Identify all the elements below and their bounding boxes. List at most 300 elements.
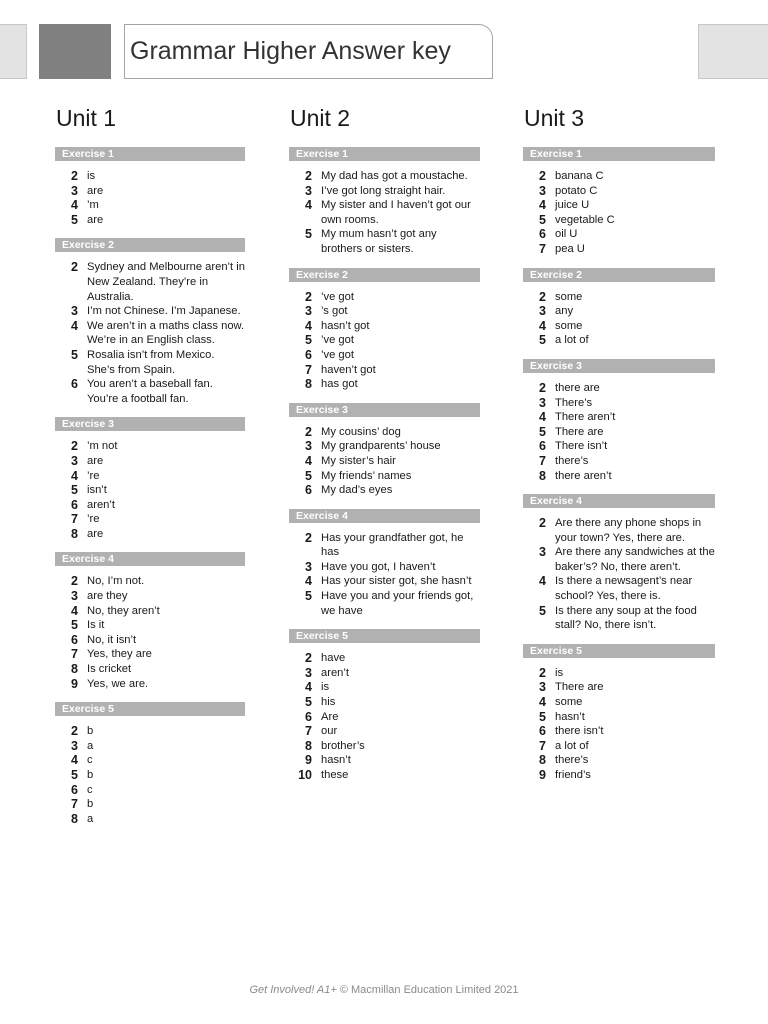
answer-number: 2 [305, 530, 312, 545]
answer-text: Yes, they are [87, 648, 152, 661]
answer-text: are [87, 527, 104, 540]
answer-text: ’ve got [321, 290, 354, 303]
answer-text: You aren’t a baseball fan. You’re a football fan. [87, 378, 213, 405]
answer-number: 8 [539, 468, 546, 483]
answer-item [523, 304, 715, 319]
answer-item [289, 363, 480, 378]
answer-item [289, 304, 480, 319]
answer-text: these [321, 769, 349, 781]
exercise-label: Exercise 3 [55, 417, 245, 431]
answer-item [289, 651, 480, 666]
answer-item [289, 333, 480, 348]
answer-text: haven’t got [321, 363, 376, 376]
answer-number: 4 [539, 410, 546, 425]
answer-number: 3 [305, 559, 312, 574]
answer-text: Is there a newsagent’s near school? Yes, there is. [555, 575, 693, 603]
answer-item [55, 512, 245, 527]
answer-text: Has your grandfather got, he has [321, 531, 464, 559]
answer-item [55, 304, 245, 319]
exercise-label: Exercise 1 [523, 147, 715, 161]
answer-text: My friends’ names [321, 469, 412, 482]
unit-heading: Unit 3 [524, 105, 585, 131]
unit-heading: Unit 2 [290, 105, 351, 131]
answer-number: 9 [539, 768, 546, 782]
answer-text: My sister and I haven’t got our own rooms. [321, 199, 471, 226]
answer-text: a lot of [555, 334, 589, 347]
answer-item [55, 677, 245, 692]
answer-item [523, 516, 715, 545]
answer-number: 3 [305, 439, 312, 454]
answer-item [523, 184, 715, 199]
answer-number: 5 [305, 227, 312, 242]
answer-text: No, I’m not. [87, 575, 145, 588]
answer-text: Rosalia isn’t from Mexico. She’s from Spain. [87, 348, 215, 376]
answer-item [55, 618, 245, 633]
answer-item [523, 666, 715, 681]
answer-number: 2 [305, 289, 312, 304]
exercise-section [289, 147, 480, 257]
exercise-section [55, 238, 245, 406]
answer-item [289, 531, 480, 560]
exercise-label: Exercise 5 [523, 644, 715, 658]
answer-item [289, 439, 480, 454]
answer-number: 8 [71, 662, 78, 677]
answer-item [523, 454, 715, 469]
answer-item [523, 242, 715, 257]
answer-number: 5 [71, 483, 78, 498]
answer-text: Is cricket [87, 663, 132, 676]
answer-number: 5 [539, 212, 546, 227]
answer-text: there’s [555, 754, 589, 767]
answer-number: 6 [539, 227, 546, 242]
answer-item [55, 483, 245, 498]
answer-text: There aren’t [555, 411, 616, 424]
answer-number: 7 [539, 738, 546, 753]
answer-number: 4 [71, 318, 78, 333]
answer-text: hasn’t [321, 754, 351, 767]
answer-number: 4 [305, 680, 312, 695]
answer-item [523, 768, 715, 783]
answer-text: aren’t [87, 498, 115, 511]
answer-number: 2 [71, 574, 78, 589]
exercise-section [289, 509, 480, 619]
answer-item [523, 227, 715, 242]
answer-item [55, 439, 245, 454]
answer-text: My mum hasn’t got any brothers or sisters. [321, 228, 437, 255]
answer-text: Has your sister got, she hasn’t [321, 575, 472, 588]
answer-item [523, 290, 715, 305]
answer-text: There are [555, 425, 604, 438]
exercise-label: Exercise 2 [289, 268, 480, 282]
exercise-label: Exercise 4 [523, 494, 715, 508]
answer-item [55, 589, 245, 604]
answer-item [55, 348, 245, 377]
answer-text: some [555, 696, 583, 709]
answer-text: is [555, 666, 564, 679]
answer-number: 5 [71, 768, 78, 782]
answer-text: ’s got [321, 305, 348, 318]
answer-number: 3 [305, 304, 312, 319]
answer-text: is [87, 170, 96, 182]
answer-item [289, 589, 480, 618]
exercise-section [523, 147, 715, 257]
answer-text: there’s [555, 454, 589, 467]
answer-item [289, 710, 480, 725]
answer-number: 4 [71, 198, 78, 213]
answer-number: 6 [71, 497, 78, 512]
answer-number: 3 [71, 589, 78, 604]
answer-item [523, 396, 715, 411]
answer-item [289, 666, 480, 681]
answer-item [523, 381, 715, 396]
answer-text: potato C [555, 184, 598, 197]
answer-item [55, 812, 245, 827]
answer-number: 2 [305, 169, 312, 183]
answer-number: 4 [305, 453, 312, 468]
answer-item [289, 319, 480, 334]
answer-text: There isn’t [555, 440, 608, 453]
answer-text: My dad’s eyes [321, 484, 393, 497]
answer-text: are [87, 213, 104, 226]
answer-text: Are there any phone shops in your town? Yes, there are. [555, 517, 702, 544]
answer-text: Sydney and Melbourne aren’t in New Zealand. They’re in Australia. [87, 261, 245, 303]
answer-number: 6 [305, 709, 312, 724]
answer-item [289, 724, 480, 739]
exercise-section [523, 268, 715, 348]
answer-number: 3 [539, 304, 546, 319]
exercise-label: Exercise 1 [289, 147, 480, 161]
answer-text: there are [555, 381, 600, 394]
answer-text: ’ve got [321, 348, 354, 361]
answer-text: has got [321, 378, 358, 391]
answer-item [55, 768, 245, 783]
answer-item [289, 198, 480, 227]
answer-number: 5 [71, 347, 78, 362]
left-edge-tab [0, 24, 27, 79]
answer-number: 2 [539, 169, 546, 183]
answer-number: 6 [71, 782, 78, 797]
exercise-section [55, 147, 245, 227]
answer-number: 8 [71, 526, 78, 541]
answer-item [289, 348, 480, 363]
answer-text: c [87, 783, 93, 796]
answer-item [55, 647, 245, 662]
answer-item [289, 768, 480, 783]
answer-text: a [87, 812, 94, 825]
answer-number: 2 [71, 724, 78, 739]
exercise-section [523, 644, 715, 783]
answer-text: are they [87, 590, 128, 603]
answer-text: a [87, 739, 94, 752]
exercise-section [523, 494, 715, 633]
unit-column [289, 104, 480, 794]
answer-text: there isn’t [555, 725, 604, 738]
answer-text: any [555, 305, 574, 318]
answer-item [55, 739, 245, 754]
answer-number: 4 [539, 574, 546, 589]
answer-number: 5 [539, 709, 546, 724]
answer-item [55, 574, 245, 589]
answer-item [289, 469, 480, 484]
answer-number: 4 [539, 318, 546, 333]
answer-text: pea U [555, 242, 585, 255]
answer-text: juice U [555, 199, 590, 212]
answer-text: I’ve got long straight hair. [321, 184, 446, 197]
answer-text: b [87, 798, 94, 811]
answer-text: ’ve got [321, 334, 354, 347]
answer-number: 7 [539, 453, 546, 468]
answer-text: some [555, 290, 583, 303]
answer-item [55, 454, 245, 469]
exercise-section [55, 552, 245, 691]
answer-text: There are [555, 681, 604, 694]
exercise-section [55, 417, 245, 541]
answer-number: 3 [539, 395, 546, 410]
answer-number: 2 [539, 665, 546, 680]
answer-number: 7 [305, 724, 312, 739]
right-edge-tab [698, 24, 768, 79]
answer-number: 4 [539, 695, 546, 710]
answer-number: 8 [305, 377, 312, 392]
answer-number: 6 [71, 377, 78, 392]
answer-item [55, 633, 245, 648]
answer-text: No, it isn’t [87, 633, 137, 646]
answer-item [289, 227, 480, 256]
answer-item [523, 169, 715, 184]
exercise-label: Exercise 3 [523, 359, 715, 373]
answer-item [55, 319, 245, 348]
answer-item [289, 290, 480, 305]
page-title: Grammar Higher Answer key [130, 37, 451, 65]
exercise-label: Exercise 5 [289, 629, 480, 643]
answer-item [289, 680, 480, 695]
answer-number: 8 [305, 738, 312, 753]
answer-item [55, 527, 245, 542]
answer-number: 4 [305, 198, 312, 213]
answer-text: Have you got, I haven’t [321, 560, 436, 573]
answer-number: 2 [539, 516, 546, 531]
answer-text: b [87, 769, 94, 781]
answer-number: 3 [539, 183, 546, 198]
answer-text: some [555, 319, 583, 332]
exercise-label: Exercise 4 [289, 509, 480, 523]
answer-text: are [87, 184, 104, 197]
answer-number: 4 [71, 603, 78, 618]
answer-text: There’s [555, 396, 593, 409]
answer-text: No, they aren’t [87, 604, 160, 617]
answer-number: 5 [305, 468, 312, 483]
answer-item [55, 198, 245, 213]
answer-text: friend’s [555, 769, 591, 781]
answer-text: have [321, 652, 346, 665]
answer-number: 9 [305, 753, 312, 768]
answer-number: 10 [298, 768, 312, 782]
answer-item [289, 454, 480, 469]
answer-number: 4 [305, 574, 312, 589]
answer-number: 3 [305, 183, 312, 198]
answer-item [523, 574, 715, 603]
unit-column [523, 104, 715, 794]
answer-number: 2 [71, 260, 78, 275]
answer-item [523, 753, 715, 768]
exercise-section [523, 359, 715, 483]
answer-number: 6 [305, 347, 312, 362]
answer-item [289, 184, 480, 199]
answer-item [55, 604, 245, 619]
title-frame-left-edge [124, 24, 125, 79]
answer-text: We aren’t in a maths class now. We’re in an English class. [87, 319, 245, 347]
answer-text: aren’t [321, 666, 349, 679]
answer-text: vegetable C [555, 213, 615, 226]
answer-item [523, 333, 715, 348]
answer-number: 5 [71, 212, 78, 227]
unit-column [55, 104, 245, 837]
footer-book-title: Get Involved! A1+ [249, 984, 337, 996]
answer-number: 7 [305, 362, 312, 377]
answer-item [523, 198, 715, 213]
exercise-label: Exercise 3 [289, 403, 480, 417]
answer-number: 2 [305, 651, 312, 666]
answer-item [289, 695, 480, 710]
answer-text: Are [321, 710, 339, 723]
answer-text: banana C [555, 170, 604, 182]
answer-text: a lot of [555, 739, 589, 752]
answer-text: ’m not [87, 440, 118, 453]
header-color-block [39, 24, 111, 79]
answer-item [55, 213, 245, 228]
unit-heading: Unit 1 [56, 105, 117, 131]
exercise-label: Exercise 4 [55, 552, 245, 566]
answer-text: Are there any sandwiches at the baker’s? No, there aren’t. [555, 546, 715, 573]
exercise-section [289, 268, 480, 392]
answer-number: 7 [539, 241, 546, 256]
answer-text: our [321, 725, 338, 738]
exercise-section [289, 403, 480, 498]
answer-text: brother’s [321, 739, 365, 752]
exercise-section [55, 702, 245, 826]
answer-text: I’m not Chinese. I’m Japanese. [87, 305, 241, 318]
answer-text: hasn’t [555, 710, 585, 723]
answer-number: 8 [71, 811, 78, 826]
answer-text: ’re [87, 469, 100, 482]
answer-item [55, 469, 245, 484]
answer-text: hasn’t got [321, 319, 370, 332]
answer-number: 7 [71, 512, 78, 527]
answer-item [55, 753, 245, 768]
answer-number: 5 [305, 695, 312, 710]
answer-number: 5 [305, 333, 312, 348]
footer [0, 984, 768, 996]
answer-item [523, 695, 715, 710]
answer-text: My dad has got a moustache. [321, 170, 468, 182]
exercise-label: Exercise 1 [55, 147, 245, 161]
exercise-label: Exercise 2 [55, 238, 245, 252]
answer-number: 4 [71, 753, 78, 768]
answer-item [523, 439, 715, 454]
exercise-label: Exercise 5 [55, 702, 245, 716]
answer-number: 4 [305, 318, 312, 333]
answer-item [523, 710, 715, 725]
title-frame-bottom-edge [124, 78, 493, 79]
answer-text: are [87, 454, 104, 467]
answer-item [289, 739, 480, 754]
answer-item [55, 498, 245, 513]
answer-text: My sister’s hair [321, 454, 396, 467]
answer-text: b [87, 725, 94, 738]
answer-number: 4 [539, 198, 546, 213]
answer-text: ’re [87, 513, 100, 526]
answer-number: 5 [539, 603, 546, 618]
exercise-section [289, 629, 480, 782]
answer-text: Have you and your friends got, we have [321, 590, 474, 617]
answer-text: Yes, we are. [87, 677, 149, 690]
answer-item [523, 545, 715, 574]
answer-number: 3 [71, 453, 78, 468]
answer-item [289, 560, 480, 575]
answer-text: My grandparents’ house [321, 440, 441, 453]
answer-item [523, 680, 715, 695]
answer-number: 2 [539, 289, 546, 304]
answer-number: 5 [539, 333, 546, 348]
answer-text: Is it [87, 619, 105, 632]
answer-item [523, 213, 715, 228]
answer-number: 7 [71, 647, 78, 662]
answer-number: 3 [71, 738, 78, 753]
answer-item [289, 574, 480, 589]
answer-number: 3 [71, 304, 78, 319]
answer-number: 9 [71, 676, 78, 691]
answer-item [523, 469, 715, 484]
answer-number: 2 [305, 424, 312, 439]
answer-item [289, 483, 480, 498]
answer-number: 3 [539, 680, 546, 695]
answer-item [55, 797, 245, 812]
answer-number: 7 [71, 797, 78, 812]
answer-item [289, 753, 480, 768]
answer-item [55, 260, 245, 304]
answer-item [523, 410, 715, 425]
answer-item [523, 739, 715, 754]
answer-number: 5 [305, 589, 312, 604]
exercise-label: Exercise 2 [523, 268, 715, 282]
answer-number: 6 [539, 724, 546, 739]
answer-text: My cousins’ dog [321, 425, 401, 438]
answer-number: 2 [539, 380, 546, 395]
answer-item [55, 783, 245, 798]
answer-number: 8 [539, 753, 546, 768]
answer-item [289, 169, 480, 184]
answer-text: is [321, 681, 330, 694]
answer-item [55, 377, 245, 406]
answer-number: 5 [539, 424, 546, 439]
answer-text: oil U [555, 228, 578, 241]
answer-number: 6 [305, 483, 312, 498]
answer-item [523, 604, 715, 633]
answer-number: 3 [71, 183, 78, 198]
answer-item [55, 724, 245, 739]
answer-text: c [87, 754, 93, 767]
answer-item [55, 662, 245, 677]
answer-number: 6 [71, 632, 78, 647]
answer-item [523, 425, 715, 440]
answer-text: Is there any soup at the food stall? No, there isn’t. [555, 604, 697, 632]
answer-number: 4 [71, 468, 78, 483]
answer-item [523, 319, 715, 334]
answer-text: ’m [87, 199, 99, 212]
answer-text: isn’t [87, 484, 107, 497]
answer-item [55, 169, 245, 184]
answer-number: 3 [539, 545, 546, 560]
